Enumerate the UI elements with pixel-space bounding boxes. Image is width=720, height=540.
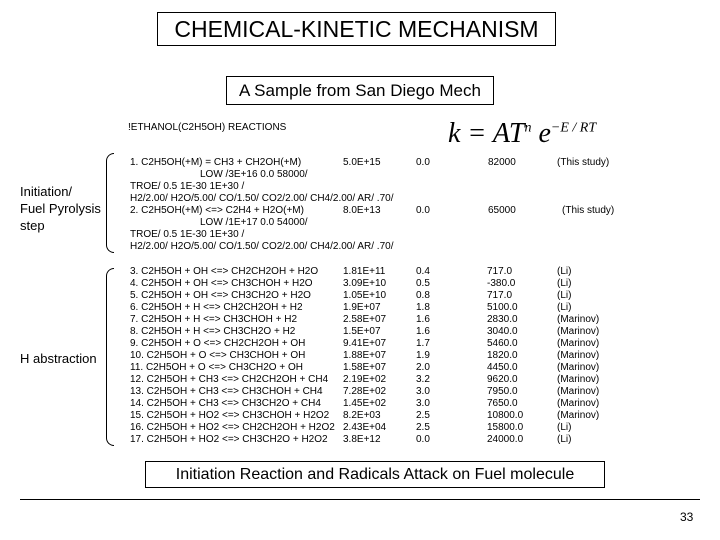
collision-efficiencies: H2/2.00/ H2O/5.00/ CO/1.50/ CO2/2.00/ CH4/2.00/ AR/ .70/ bbox=[130, 241, 394, 252]
reaction-a: 1.58E+07 bbox=[343, 362, 387, 373]
reaction-a: 7.28E+02 bbox=[343, 386, 387, 397]
reaction-ref: (Marinov) bbox=[557, 398, 600, 409]
reaction-a: 1.45E+02 bbox=[343, 398, 387, 409]
reaction-ref: (Marinov) bbox=[557, 374, 600, 385]
reaction-a: 1.9E+07 bbox=[343, 302, 381, 313]
reaction-e: 717.0 bbox=[487, 290, 513, 301]
reaction-ref: (Li) bbox=[557, 422, 572, 433]
footer-caption: Initiation Reaction and Radicals Attack on Fuel molecule bbox=[145, 461, 605, 488]
low-params: LOW /1E+17 0.0 54000/ bbox=[200, 217, 308, 228]
reaction-ref: (Li) bbox=[557, 434, 572, 445]
label-initiation-line: step bbox=[20, 218, 45, 233]
reaction-ref: (Marinov) bbox=[557, 314, 600, 325]
reaction-n: 2.5 bbox=[416, 410, 430, 421]
formula-e: e bbox=[538, 118, 551, 149]
reaction-equation: 3. C2H5OH + OH <=> CH2CH2OH + H2O bbox=[130, 266, 319, 277]
reaction-ref: (Marinov) bbox=[557, 362, 600, 373]
reaction-a: 3.09E+10 bbox=[343, 278, 387, 289]
abstraction-ref-column bbox=[557, 266, 599, 446]
reaction-a: 1.88E+07 bbox=[343, 350, 387, 361]
troe-params: TROE/ 0.5 1E-30 1E+30 / bbox=[130, 181, 245, 192]
reaction-ref: (Marinov) bbox=[557, 410, 600, 421]
reaction-a: 5.0E+15 bbox=[343, 157, 381, 168]
reaction-a: 1.05E+10 bbox=[343, 290, 387, 301]
reaction-equation: 6. C2H5OH + H <=> CH2CH2OH + H2 bbox=[130, 302, 303, 313]
label-initiation bbox=[20, 183, 101, 234]
rate-formula bbox=[448, 118, 596, 150]
reaction-e: 4450.0 bbox=[487, 362, 518, 373]
formula-lhs: k = AT bbox=[448, 118, 525, 149]
abstraction-n-column bbox=[416, 266, 430, 446]
reaction-ref: (Marinov) bbox=[557, 350, 600, 361]
collision-efficiencies: H2/2.00/ H2O/5.00/ CO/1.50/ CO2/2.00/ CH4/2.00/ AR/ .70/ bbox=[130, 193, 394, 204]
reaction-equation: 8. C2H5OH + H <=> CH3CH2O + H2 bbox=[130, 326, 296, 337]
reaction-n: 2.0 bbox=[416, 362, 430, 373]
reaction-equation: 9. C2H5OH + O <=> CH2CH2OH + OH bbox=[130, 338, 306, 349]
reaction-equation: 10. C2H5OH + O <=> CH3CHOH + OH bbox=[130, 350, 306, 361]
reaction-ref: (Li) bbox=[557, 266, 572, 277]
low-params: LOW /3E+16 0.0 58000/ bbox=[200, 169, 308, 180]
reaction-equation: 12. C2H5OH + CH3 <=> CH2CH2OH + CH4 bbox=[130, 374, 329, 385]
reaction-n: 0.5 bbox=[416, 278, 430, 289]
reaction-n: 0.0 bbox=[416, 205, 430, 216]
reaction-a: 2.58E+07 bbox=[343, 314, 387, 325]
reaction-e: 7650.0 bbox=[487, 398, 518, 409]
reaction-n: 3.0 bbox=[416, 398, 430, 409]
label-initiation-line: Initiation/ bbox=[20, 184, 73, 199]
reaction-e: 15800.0 bbox=[487, 422, 524, 433]
reaction-n: 3.0 bbox=[416, 386, 430, 397]
abstraction-e-column bbox=[487, 266, 523, 446]
reaction-equation: 1. C2H5OH(+M) = CH3 + CH2OH(+M) bbox=[130, 157, 302, 168]
reaction-n: 0.0 bbox=[416, 434, 430, 445]
reaction-equation: 11. C2H5OH + O <=> CH3CH2O + OH bbox=[130, 362, 303, 373]
reaction-equation: 13. C2H5OH + CH3 <=> CH3CHOH + CH4 bbox=[130, 386, 323, 397]
slide-title: CHEMICAL-KINETIC MECHANISM bbox=[157, 12, 556, 46]
label-abstraction: H abstraction bbox=[20, 351, 97, 366]
reaction-equation: 7. C2H5OH + H <=> CH3CHOH + H2 bbox=[130, 314, 298, 325]
reaction-ref: (Li) bbox=[557, 302, 572, 313]
reaction-equation: 5. C2H5OH + OH <=> CH3CH2O + H2O bbox=[130, 290, 311, 301]
reaction-n: 1.6 bbox=[416, 314, 430, 325]
reaction-ref: (Marinov) bbox=[557, 326, 600, 337]
reaction-n: 1.6 bbox=[416, 326, 430, 337]
reaction-n: 0.8 bbox=[416, 290, 430, 301]
reaction-e: 10800.0 bbox=[487, 410, 524, 421]
reaction-equation: 4. C2H5OH + OH <=> CH3CHOH + H2O bbox=[130, 278, 313, 289]
brace-abstraction bbox=[106, 268, 114, 446]
reaction-e: 65000 bbox=[488, 205, 516, 216]
footer-divider bbox=[20, 499, 700, 500]
reaction-e: 7950.0 bbox=[487, 386, 518, 397]
reaction-n: 2.5 bbox=[416, 422, 430, 433]
slide-subtitle: A Sample from San Diego Mech bbox=[226, 76, 494, 105]
reaction-n: 1.7 bbox=[416, 338, 430, 349]
page-number: 33 bbox=[680, 510, 694, 524]
reaction-n: 0.0 bbox=[416, 157, 430, 168]
reaction-n: 1.8 bbox=[416, 302, 430, 313]
reaction-a: 9.41E+07 bbox=[343, 338, 387, 349]
reaction-n: 3.2 bbox=[416, 374, 430, 385]
reaction-e: 1820.0 bbox=[487, 350, 518, 361]
reaction-e: -380.0 bbox=[487, 278, 516, 289]
reaction-ref: (Marinov) bbox=[557, 338, 600, 349]
formula-exponent-n: n bbox=[524, 120, 532, 136]
reaction-e: 2830.0 bbox=[487, 314, 518, 325]
reaction-e: 82000 bbox=[488, 157, 516, 168]
reaction-e: 24000.0 bbox=[487, 434, 524, 445]
troe-params: TROE/ 0.5 1E-30 1E+30 / bbox=[130, 229, 245, 240]
reaction-n: 1.9 bbox=[416, 350, 430, 361]
formula-exponent: −E / RT bbox=[550, 120, 597, 136]
section-header: !ETHANOL(C2H5OH) REACTIONS bbox=[128, 122, 287, 133]
abstraction-reactions-column bbox=[130, 266, 335, 446]
reaction-a: 8.0E+13 bbox=[343, 205, 381, 216]
reaction-equation: 16. C2H5OH + HO2 <=> CH2CH2OH + H2O2 bbox=[130, 422, 335, 433]
reaction-a: 2.43E+04 bbox=[343, 422, 387, 433]
reaction-a: 3.8E+12 bbox=[343, 434, 381, 445]
reaction-equation: 15. C2H5OH + HO2 <=> CH3CHOH + H2O2 bbox=[130, 410, 330, 421]
reaction-e: 9620.0 bbox=[487, 374, 518, 385]
reaction-a: 8.2E+03 bbox=[343, 410, 381, 421]
reaction-ref: (Li) bbox=[557, 290, 572, 301]
reaction-ref: (This study) bbox=[557, 157, 610, 168]
reaction-e: 5460.0 bbox=[487, 338, 518, 349]
label-initiation-line: Fuel Pyrolysis bbox=[20, 201, 101, 216]
reaction-a: 1.5E+07 bbox=[343, 326, 381, 337]
reaction-e: 3040.0 bbox=[487, 326, 518, 337]
reaction-ref: (Marinov) bbox=[557, 386, 600, 397]
brace-initiation bbox=[106, 153, 114, 253]
reaction-ref: (Li) bbox=[557, 278, 572, 289]
reaction-a: 2.19E+02 bbox=[343, 374, 387, 385]
reaction-n: 0.4 bbox=[416, 266, 430, 277]
abstraction-a-column bbox=[343, 266, 386, 446]
reaction-e: 717.0 bbox=[487, 266, 513, 277]
reaction-equation: 17. C2H5OH + HO2 <=> CH3CH2O + H2O2 bbox=[130, 434, 328, 445]
reaction-ref: (This study) bbox=[562, 205, 615, 216]
reaction-a: 1.81E+11 bbox=[343, 266, 386, 277]
reaction-equation: 14. C2H5OH + CH3 <=> CH3CH2O + CH4 bbox=[130, 398, 321, 409]
reaction-equation: 2. C2H5OH(+M) <=> C2H4 + H2O(+M) bbox=[130, 205, 304, 216]
reaction-e: 5100.0 bbox=[487, 302, 518, 313]
